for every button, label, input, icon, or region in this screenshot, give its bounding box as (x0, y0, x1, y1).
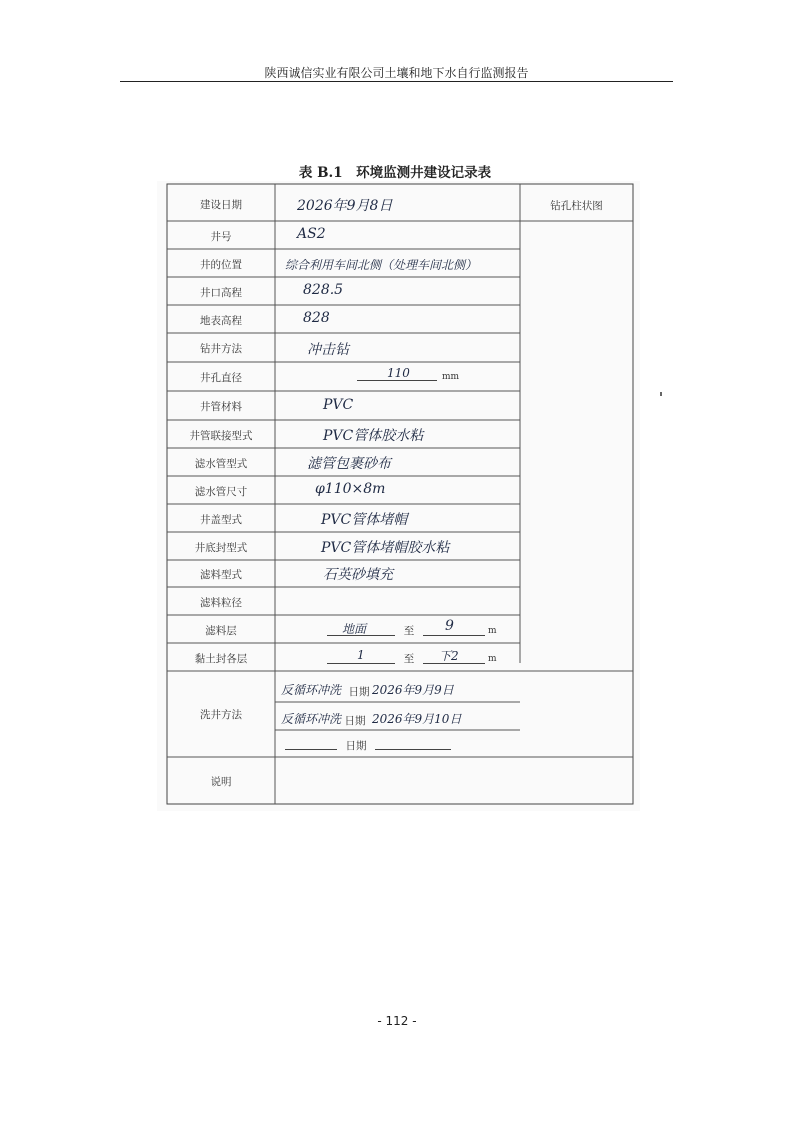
row-label-casing-material: 井管材料 (200, 401, 242, 413)
value-ground-elevation: 828 (303, 310, 330, 326)
row-label-well-washing: 洗井方法 (200, 709, 242, 721)
washing-date-word-2: 日期 (344, 715, 366, 727)
row-label-filter-type: 滤料型式 (200, 569, 242, 581)
well-record-table (157, 181, 640, 811)
row-label-notes: 说明 (210, 776, 232, 788)
clay-seal-unit: m (488, 654, 497, 664)
row-label-bottom-seal: 井底封型式 (194, 542, 248, 554)
value-drilling-method: 冲击钻 (307, 342, 349, 358)
value-screen-type: 滤管包裹砂布 (307, 456, 391, 472)
value-build-date: 2026年9月8日 (297, 198, 393, 214)
value-wellhead-elevation: 828.5 (303, 282, 344, 298)
filter-layer-to-word: 至 (403, 625, 415, 637)
row-label-filter-size: 滤料粒径 (200, 597, 242, 609)
washing-method-1: 反循环冲洗 (281, 683, 342, 697)
washing-date-3-underline (375, 749, 451, 750)
washing-date-word-1: 日期 (348, 686, 370, 698)
bore-diameter-underline (357, 380, 437, 381)
page-header: 陕西诚信实业有限公司土壤和地下水自行监测报告 (264, 66, 529, 80)
filter-layer-from: 地面 (342, 622, 367, 636)
value-well-id: AS2 (297, 226, 326, 242)
filter-layer-from-underline (327, 635, 395, 636)
row-label-well-location: 井的位置 (200, 259, 242, 271)
row-label-casing-joint: 井管联接型式 (189, 430, 253, 442)
clay-seal-to: 下2 (439, 649, 459, 663)
filter-layer-unit: m (488, 626, 497, 636)
row-label-filter-layer: 滤料层 (205, 625, 237, 637)
value-casing-joint: PVC管体胶水粘 (323, 428, 424, 444)
clay-seal-from-underline (327, 663, 395, 664)
washing-method-3-underline (285, 749, 337, 750)
value-well-location: 综合利用车间北侧（处理车间北侧） (285, 258, 478, 272)
value-filter-type: 石英砂填充 (323, 567, 393, 583)
bore-diameter-unit: mm (442, 372, 460, 382)
row-label-bore-diameter: 井孔直径 (200, 372, 242, 384)
row-label-build-date: 建设日期 (200, 199, 242, 211)
washing-date-2: 2026年9月10日 (372, 712, 462, 726)
header-rule (120, 81, 673, 82)
value-screen-size: φ110×8m (315, 481, 386, 497)
row-label-drilling-method: 钻井方法 (200, 343, 242, 355)
side-column-header: 钻孔柱状图 (550, 200, 603, 212)
row-label-clay-seal: 黏土封各层 (194, 653, 248, 665)
value-bore-diameter: 110 (387, 366, 410, 380)
page-number: - 112 - (377, 1014, 417, 1028)
value-well-cap: PVC管体堵帽 (321, 512, 408, 528)
row-label-ground-elevation: 地表高程 (200, 315, 242, 327)
washing-date-word-3: 日期 (345, 740, 367, 752)
row-label-wellhead-elevation: 井口高程 (200, 287, 242, 299)
value-bottom-seal: PVC管体堵帽胶水粘 (321, 540, 450, 556)
clay-seal-to-word: 至 (403, 653, 415, 665)
washing-date-1: 2026年9月9日 (372, 683, 454, 697)
row-label-well-id: 井号 (210, 231, 232, 243)
washing-method-2: 反循环冲洗 (281, 712, 342, 726)
filter-layer-to-underline (423, 635, 485, 636)
clay-seal-to-underline (423, 663, 485, 664)
row-label-well-cap: 井盖型式 (200, 514, 242, 526)
clay-seal-from: 1 (357, 648, 365, 662)
value-casing-material: PVC (323, 397, 354, 413)
filter-layer-to: 9 (445, 618, 454, 634)
scan-speck (660, 392, 662, 396)
row-label-screen-size: 滤水管尺寸 (194, 486, 248, 498)
table-caption: 表 B.1 环境监测井建设记录表 (298, 165, 492, 181)
row-label-screen-type: 滤水管型式 (194, 458, 248, 470)
